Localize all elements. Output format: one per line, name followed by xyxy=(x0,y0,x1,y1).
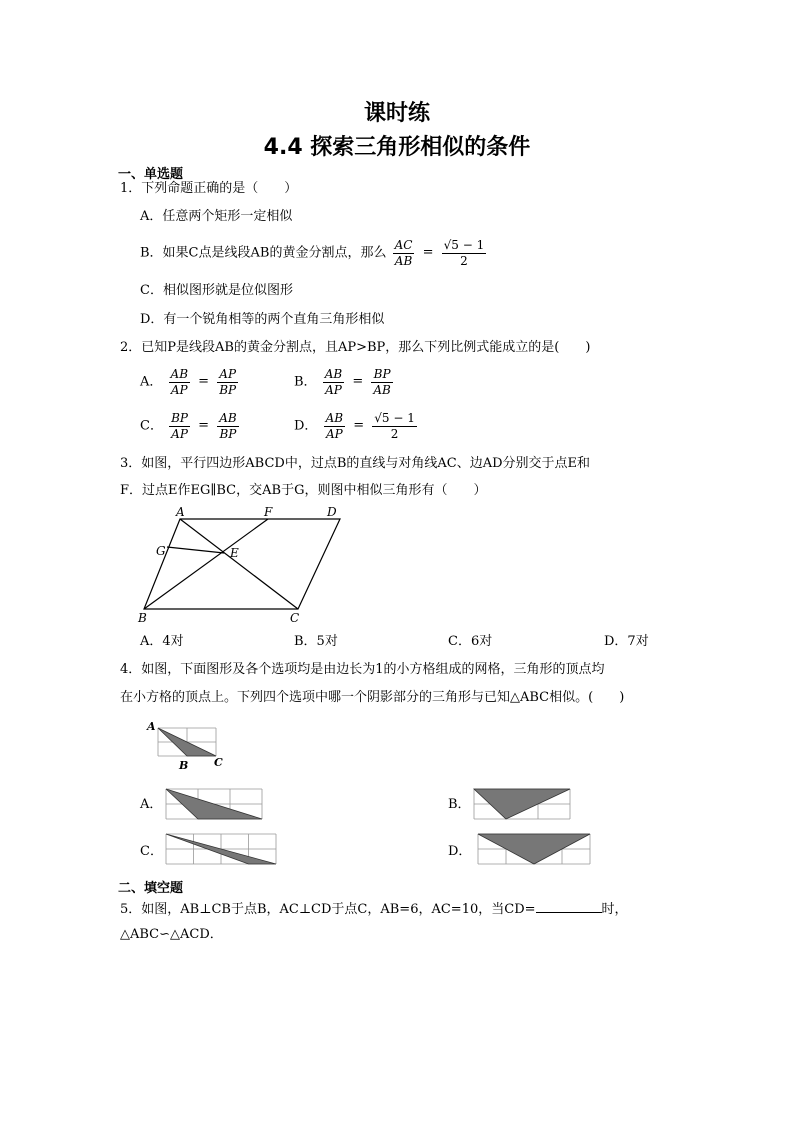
section-heading-fill-blank: 二、填空题 xyxy=(118,881,184,896)
fraction-numerator: AB xyxy=(325,410,344,425)
point-label-f: F xyxy=(264,505,273,519)
q2-option-d xyxy=(294,408,419,445)
vertex-label-b: B xyxy=(179,759,189,770)
q1-option-b-fraction xyxy=(393,238,415,269)
fraction xyxy=(324,411,345,442)
q2-option-b xyxy=(294,364,395,401)
vertex-label-c: C xyxy=(214,756,223,769)
fraction xyxy=(217,367,238,398)
point-label-c: C xyxy=(290,611,300,625)
q4-option-d-figure xyxy=(472,828,596,868)
q4-option-c-label: C． xyxy=(140,844,163,859)
q4-option-a-figure xyxy=(160,783,270,823)
vertex-label-a: A xyxy=(147,720,156,733)
q5-stem-line2: △ABC∽△ACD． xyxy=(120,927,223,942)
fraction xyxy=(169,367,190,398)
fraction-denominator: AP xyxy=(170,382,188,397)
given-triangle-grid xyxy=(140,718,240,770)
fraction xyxy=(323,367,344,398)
fraction-denominator: BP xyxy=(219,426,237,441)
parallelogram-abcd xyxy=(144,519,340,609)
section-heading-single-choice: 一、单选题 xyxy=(118,167,184,182)
page-title: 课时练 xyxy=(363,101,430,126)
fraction-denominator: AP xyxy=(325,426,343,441)
page-subtitle: 4.4 探索三角形相似的条件 xyxy=(263,135,531,160)
q1-option-b-ratio xyxy=(442,238,487,269)
q2-stem: 2．已知P是线段AB的黄金分割点，且AP>BP，那么下列比例式能成立的是( ) xyxy=(120,340,591,355)
q4-stem-line2: 在小方格的顶点上。下列四个选项中哪一个阴影部分的三角形与已知△ABC相似。( ) xyxy=(120,690,625,705)
fraction-denominator: AP xyxy=(171,426,188,441)
fraction-denominator: 2 xyxy=(460,253,468,268)
q5-stem-text: 5．如图，AB⊥CB于点B，AC⊥CD于点C，AB=6，AC=10，当CD= xyxy=(120,902,536,917)
q3-stem-line2: F．过点E作EG∥BC，交AB于G，则图中相似三角形有（ ） xyxy=(120,483,487,498)
fraction-numerator: BP xyxy=(171,410,188,425)
fraction-numerator: AC xyxy=(394,237,413,252)
fraction-numerator: √5 − 1 xyxy=(443,237,485,252)
q1-stem: 1．下列命题正确的是（ ） xyxy=(120,181,298,196)
fraction xyxy=(372,411,417,442)
q3-option-c: C．6对 xyxy=(448,634,493,649)
q4-stem-line1: 4．如图，下面图形及各个选项均是由边长为1的小方格组成的网格，三角形的顶点均 xyxy=(120,662,605,677)
point-label-d: D xyxy=(327,505,337,519)
fraction-numerator: BP xyxy=(371,367,392,383)
q4-option-d-label: D． xyxy=(448,844,472,859)
point-label-g: G xyxy=(156,544,166,558)
q3-option-b: B．5对 xyxy=(294,634,338,649)
point-label-a: A xyxy=(176,505,185,519)
q4-option-a-label: A． xyxy=(140,797,163,812)
fraction xyxy=(371,367,392,398)
option-label: A． xyxy=(140,374,163,390)
q1-option-b-text: B．如果C点是线段AB的黄金分割点，那么 xyxy=(140,245,387,261)
fraction-denominator: AB xyxy=(394,253,413,268)
q4-option-c-figure xyxy=(160,828,282,868)
equals-sign: = xyxy=(422,245,434,260)
option-label: C． xyxy=(140,418,163,434)
q3-option-d: D．7对 xyxy=(604,634,649,649)
point-label-e: E xyxy=(230,546,239,560)
q1-option-c: C．相似图形就是位似图形 xyxy=(140,283,293,298)
point-label-b: B xyxy=(138,611,147,625)
q3-option-a: A．4对 xyxy=(140,634,184,649)
q1-option-a: A．任意两个矩形一定相似 xyxy=(140,209,293,224)
fraction-numerator: √5 − 1 xyxy=(374,410,415,425)
fraction xyxy=(169,411,190,442)
fraction-denominator: AB xyxy=(373,382,391,397)
fraction-numerator: AB xyxy=(170,366,189,381)
fraction-denominator: AP xyxy=(325,382,342,397)
q2-option-a xyxy=(140,364,240,401)
fraction-denominator: BP xyxy=(219,382,237,397)
q3-stem-line1: 3．如图，平行四边形ABCD中，过点B的直线与对角线AC、边AD分别交于点E和 xyxy=(120,456,591,471)
fraction-numerator: AB xyxy=(219,410,237,425)
fraction-numerator: AP xyxy=(217,367,238,383)
q2-option-c xyxy=(140,408,241,445)
equals-sign: = xyxy=(198,374,210,389)
q4-option-b-label: B． xyxy=(448,797,471,812)
q1-option-b xyxy=(140,236,488,271)
equals-sign: = xyxy=(198,418,210,433)
option-label: B． xyxy=(294,374,317,390)
segment-ge xyxy=(167,547,224,553)
q5-answer-blank[interactable] xyxy=(536,898,602,913)
option-label: D． xyxy=(294,418,318,434)
fraction-denominator: 2 xyxy=(390,426,399,441)
fraction-numerator: AB xyxy=(324,366,343,381)
q4-option-b-figure xyxy=(468,783,578,823)
diagonal-ac xyxy=(180,519,298,609)
parallelogram-figure xyxy=(130,505,350,627)
q1-option-d: D．有一个锐角相等的两个直角三角形相似 xyxy=(140,312,385,327)
fraction xyxy=(217,411,238,442)
q5-stem-line1 xyxy=(120,898,628,919)
equals-sign: = xyxy=(353,418,365,433)
q5-stem-suffix: 时， xyxy=(601,902,628,917)
equals-sign: = xyxy=(352,374,364,389)
